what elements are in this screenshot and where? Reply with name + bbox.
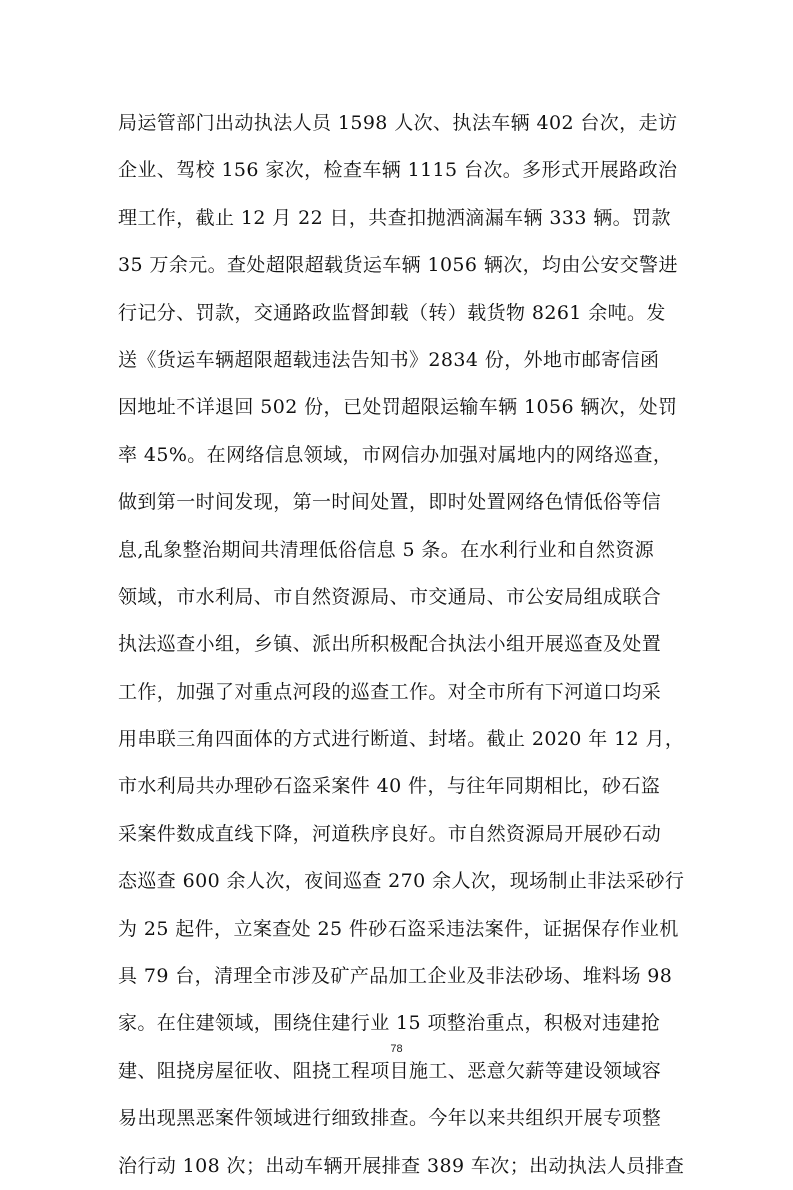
text-line: 理工作，截止 12 月 22 日，共查扣抛洒滴漏车辆 333 辆。罚款 [118,206,671,229]
text-line: 35 万余元。查处超限超载货运车辆 1056 辆次，均由公安交警进 [118,254,678,277]
body-text [118,100,688,1190]
text-line: 工作，加强了对重点河段的巡查工作。对全市所有下河道口均采 [118,680,662,703]
text-line: 为 25 起件，立案查处 25 件砂石盗采违法案件，证据保存作业机 [118,917,679,940]
text-line: 送《货运车辆超限超载违法告知书》2834 份，外地市邮寄信函 [118,348,660,371]
text-line: 态巡查 600 余人次，夜间巡查 270 余人次，现场制止非法采砂行 [118,870,685,893]
text-line: 企业、驾校 156 家次，检查车辆 1115 台次。多形式开展路政治 [118,159,678,182]
text-line: 具 79 台，清理全市涉及矿产品加工企业及非法砂场、堆料场 98 [118,965,673,988]
text-line: 采案件数成直线下降，河道秩序良好。市自然资源局开展砂石动 [118,822,662,845]
text-line: 行记分、罚款，交通路政监督卸载（转）载货物 8261 余吨。发 [118,301,666,324]
text-line: 局运管部门出动执法人员 1598 人次、执法车辆 402 台次，走访 [118,112,678,134]
text-line: 易出现黑恶案件领域进行细致排查。今年以来共组织开展专项整 [118,1107,662,1130]
text-line: 领域，市水利局、市自然资源局、市交通局、市公安局组成联合 [118,585,662,608]
text-line: 建、阻挠房屋征收、阻挠工程项目施工、恶意欠薪等建设领域容 [118,1059,662,1082]
text-line: 用串联三角四面体的方式进行断道、封堵。截止 2020 年 12 月， [118,728,685,751]
text-line: 息,乱象整治期间共清理低俗信息 5 条。在水利行业和自然资源 [118,538,655,561]
text-line: 家。在住建领域，围绕住建行业 15 项整治重点，积极对违建抢 [118,1012,661,1035]
text-line: 做到第一时间发现，第一时间处置，即时处置网络色情低俗等信 [118,491,662,514]
text-line: 治行动 108 次；出动车辆开展排查 389 车次；出动执法人员排查 [118,1154,685,1177]
page-number: 78 [390,1043,403,1055]
text-line: 执法巡查小组，乡镇、派出所积极配合执法小组开展巡查及处置 [118,633,662,656]
text-line: 率 45%。在网络信息领域，市网信办加强对属地内的网络巡查， [118,443,673,466]
text-line: 市水利局共办理砂石盗采案件 40 件，与往年同期相比，砂石盗 [118,775,661,798]
text-line: 因地址不详退回 502 份，已处罚超限运输车辆 1056 辆次，处罚 [118,396,678,419]
